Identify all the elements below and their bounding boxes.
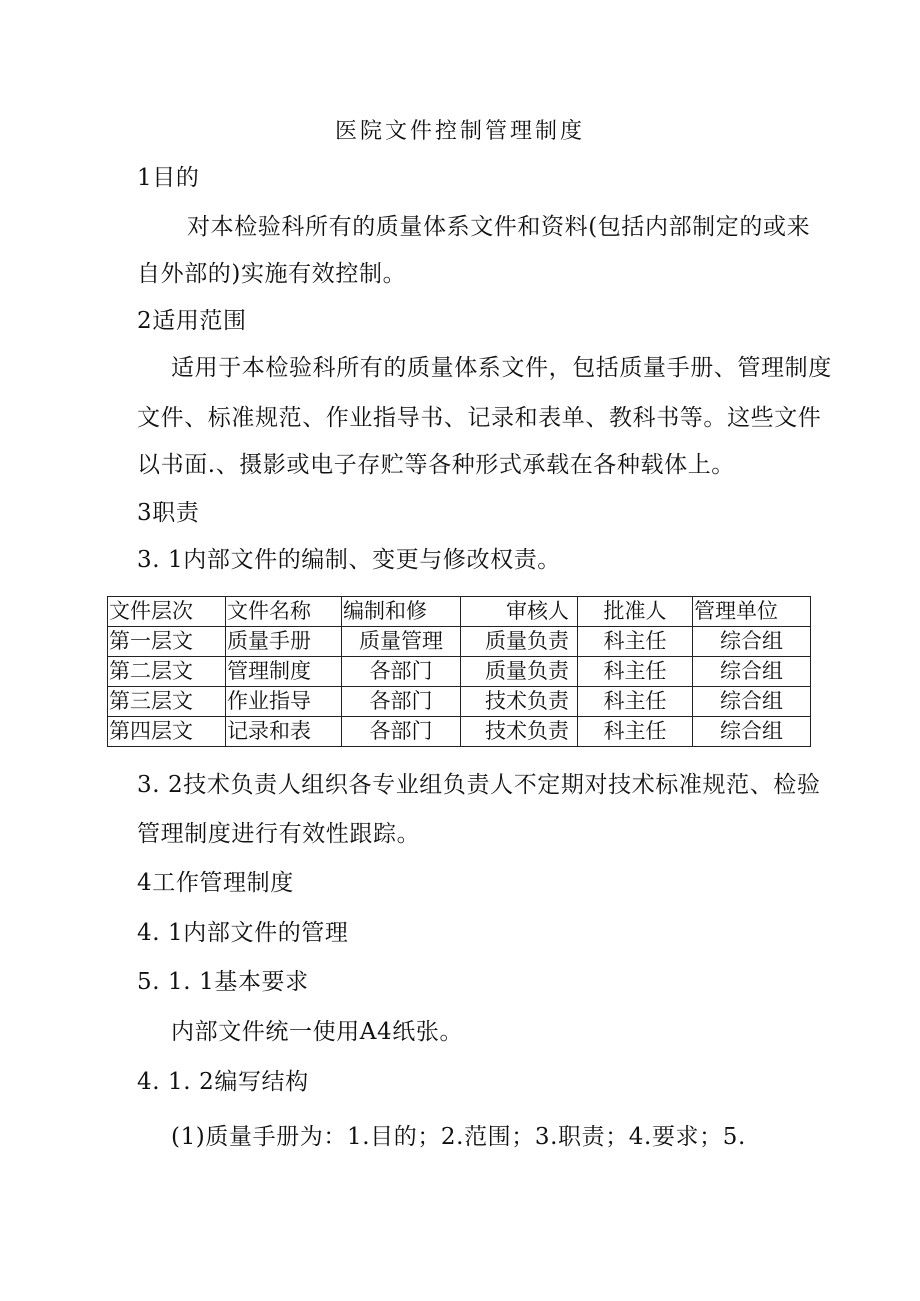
table-header-row (108, 597, 811, 627)
table-cell: 技术负责 (461, 687, 578, 717)
subsection-3-2-line-2: 管理制度进行有效性跟踪。 (137, 821, 421, 847)
table-row (108, 657, 811, 687)
table-cell: 技术负责 (461, 717, 578, 747)
table-cell: 管理制度 (226, 657, 342, 687)
subsection-5-1-1: 5. 1. 1基本要求 (137, 969, 309, 995)
table-cell: 各部门 (342, 657, 461, 687)
table-header-cell: 文件层次 (108, 597, 226, 627)
scope-paragraph-line-2: 文件、标准规范、作业指导书、记录和表单、教科书等。这些文件 (137, 405, 822, 431)
table-cell: 综合组 (693, 657, 811, 687)
section-heading-scope: 2适用范围 (137, 308, 247, 334)
table-cell: 质量手册 (226, 627, 342, 657)
section-heading-purpose: 1目的 (137, 165, 200, 191)
scope-paragraph-line-1: 适用于本检验科所有的质量体系文件，包括质量手册、管理制度 (171, 355, 832, 381)
purpose-paragraph-line-1: 对本检验科所有的质量体系文件和资料(包括内部制定的或来 (187, 214, 811, 240)
table-cell: 第四层文 (108, 717, 226, 747)
table-cell: 第三层文 (108, 687, 226, 717)
table-cell: 综合组 (693, 717, 811, 747)
table-row (108, 627, 811, 657)
table-cell: 质量管理 (342, 627, 461, 657)
table-cell: 综合组 (693, 627, 811, 657)
subsection-3-2-line-1: 3. 2技术负责人组织各专业组负责人不定期对技术标准规范、检验 (137, 772, 821, 798)
table-cell: 质量负责 (461, 627, 578, 657)
scope-paragraph-line-3: 以书面.、摄影或电子存贮等各种形式承载在各种载体上。 (137, 452, 735, 478)
purpose-paragraph-line-2: 自外部的)实施有效控制。 (137, 261, 407, 287)
table-cell: 科主任 (578, 717, 693, 747)
table-header-cell: 管理单位 (693, 597, 811, 627)
table-cell: 第二层文 (108, 657, 226, 687)
section-heading-work-rules: 4工作管理制度 (137, 870, 294, 896)
subsection-3-1: 3. 1内部文件的编制、变更与修改权责。 (137, 547, 561, 573)
table-cell: 质量负责 (461, 657, 578, 687)
subsection-4-1: 4. 1内部文件的管理 (137, 920, 349, 946)
page-title: 医院文件控制管理制度 (334, 119, 585, 144)
table-cell: 记录和表 (226, 717, 342, 747)
section-heading-responsibilities: 3职责 (137, 500, 200, 526)
table-row (108, 687, 811, 717)
basic-requirements-paragraph: 内部文件统一使用A4纸张。 (171, 1019, 464, 1045)
document-levels-table (107, 596, 811, 747)
table-cell: 各部门 (342, 717, 461, 747)
structure-item-1: (1)质量手册为：1.目的；2.范围；3.职责；4.要求；5. (171, 1124, 746, 1150)
table-cell: 第一层文 (108, 627, 226, 657)
table-header-cell: 文件名称 (226, 597, 342, 627)
table-cell: 科主任 (578, 687, 693, 717)
subsection-4-1-2: 4. 1. 2编写结构 (137, 1069, 309, 1095)
table-cell: 科主任 (578, 657, 693, 687)
table-cell: 科主任 (578, 627, 693, 657)
table-header-cell: 编制和修 (342, 597, 461, 627)
table-cell: 作业指导 (226, 687, 342, 717)
table-cell: 各部门 (342, 687, 461, 717)
table-cell: 综合组 (693, 687, 811, 717)
table-row (108, 717, 811, 747)
table-header-cell: 审核人 (461, 597, 578, 627)
table-header-cell: 批准人 (578, 597, 693, 627)
